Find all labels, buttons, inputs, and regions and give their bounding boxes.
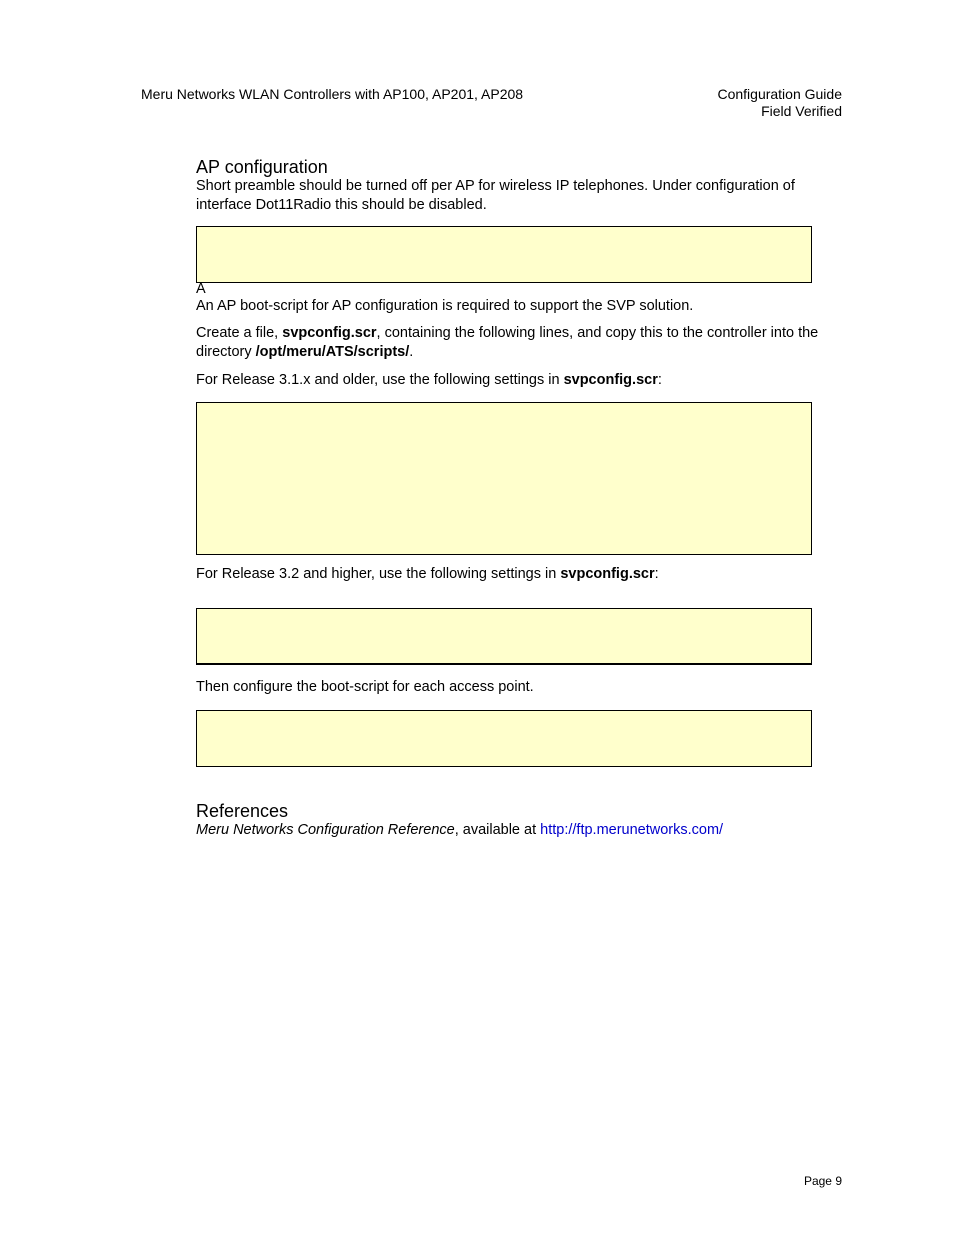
header-title: Meru Networks WLAN Controllers with AP100, AP201, AP208 [141,86,524,102]
code-box-boot-script [196,710,812,767]
paragraph-short-preamble: Short preamble should be turned off per AP for wireless IP telephones. Under configuration of interface Dot11Radio this should be disabled. [196,178,795,213]
reference-title: Meru Networks Configuration Reference [196,822,455,838]
filename-bold: svpconfig.scr [282,325,377,341]
text-span: For Release 3.2 and higher, use the following settings in [196,566,561,582]
filename-bold: svpconfig.scr [563,372,658,388]
section-title-ap-configuration: AP configuration [196,157,328,177]
reference-entry [196,821,841,840]
code-box-release-31 [196,402,812,555]
paragraph-configure-boot-script: Then configure the boot-script for each access point. [196,679,534,695]
filename-bold: svpconfig.scr [560,566,655,582]
code-box-release-32 [196,608,812,665]
stray-letter: A [196,281,206,297]
text-span: , containing the following lines, and copy this to the controller into the directory [196,325,819,360]
header-verified: Field Verified [761,103,842,119]
header-right [717,86,842,120]
directory-bold: /opt/meru/ATS/scripts/ [255,343,410,360]
text-span: Create a file, [196,325,283,341]
paragraph-release-31 [196,371,841,390]
code-box-preamble [196,226,812,283]
text-span: For Release 3.1.x and older, use the following settings in [196,372,564,388]
page-number: Page 9 [803,1174,842,1188]
paragraph-create-file [196,324,841,361]
section-title-references: References [196,801,289,821]
paragraph-boot-script: An AP boot-script for AP configuration is required to support the SVP solution. [196,298,694,314]
text-span: , available at [454,822,541,838]
header-guide-type: Configuration Guide [717,86,842,102]
paragraph-release-32 [196,565,841,584]
text-span: : [657,372,662,388]
text-span: : [654,566,659,582]
reference-link[interactable]: http://ftp.merunetworks.com/ [540,822,724,838]
text-span: . [409,343,414,360]
